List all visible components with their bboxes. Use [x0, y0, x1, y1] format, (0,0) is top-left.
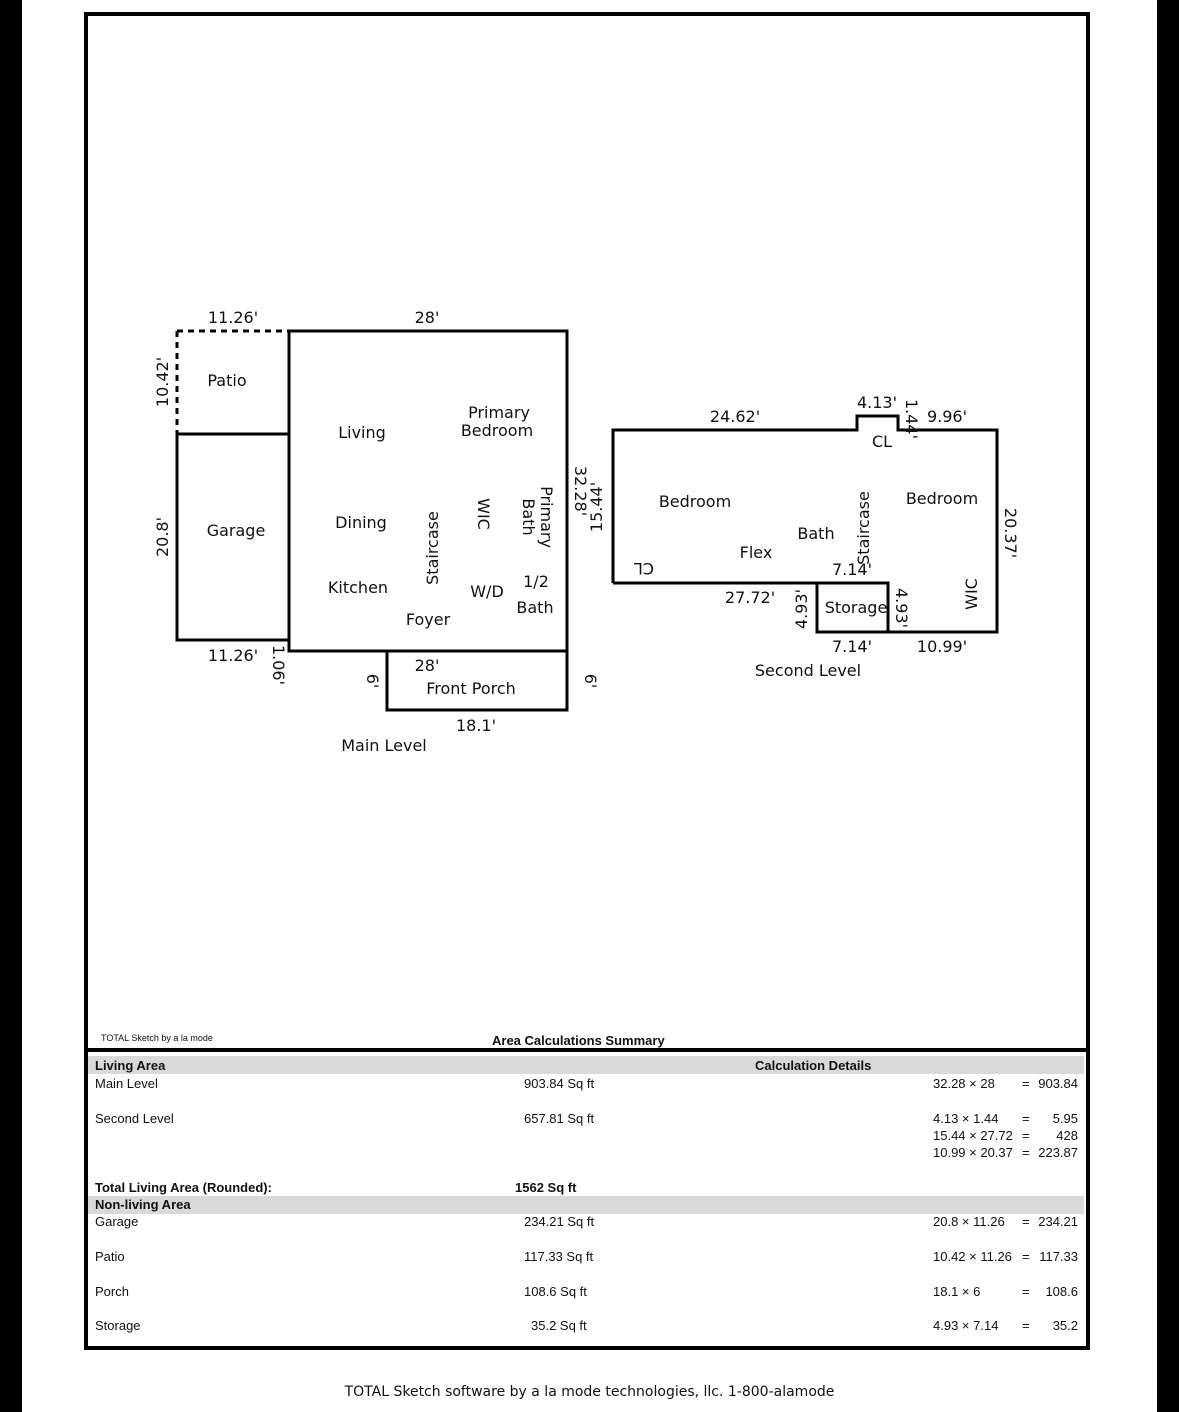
calc-expr: 4.13 × 1.44	[933, 1111, 999, 1126]
dim-2-bottom-left: 27.72'	[724, 588, 776, 607]
dim-2-storage-right: 4.93'	[892, 587, 911, 629]
dim-garage-width: 11.26'	[207, 646, 259, 665]
total-living-value: 1562 Sq ft	[515, 1180, 577, 1195]
room-label-flex: Flex	[739, 543, 773, 562]
room-label-half: 1/2	[523, 572, 549, 591]
room-label-wd: W/D	[470, 582, 504, 601]
main-level-title: Main Level	[341, 736, 427, 755]
dim-2-cl-depth: 1.44'	[902, 398, 921, 440]
row-garage-name: Garage	[95, 1214, 139, 1229]
software-label: TOTAL Sketch by a la mode	[101, 1033, 213, 1043]
dim-2-right: 20.37'	[1001, 507, 1020, 559]
summary-title: Area Calculations Summary	[492, 1033, 665, 1048]
row-garage-area: 234.21 Sq ft	[524, 1214, 595, 1229]
room-label-cl-left: CL	[633, 559, 655, 578]
dim-patio-depth: 10.42'	[153, 356, 172, 408]
room-label-foyer: Foyer	[405, 610, 451, 629]
dim-2-top-left: 24.62'	[709, 407, 761, 426]
calc-expr: 4.93 × 7.14	[933, 1318, 999, 1333]
room-label-wic: WIC	[474, 498, 493, 530]
calc-eq: =	[1022, 1076, 1030, 1091]
row-second-level-area: 657.81 Sq ft	[524, 1111, 595, 1126]
room-label-bedroom: Bedroom	[460, 421, 534, 440]
calc-result: 117.33	[1039, 1249, 1078, 1264]
row-main-level-area: 903.84 Sq ft	[524, 1076, 595, 1091]
dim-2-bottom-right: 10.99'	[916, 637, 968, 656]
calc-result: 234.21	[1038, 1214, 1078, 1229]
calculation-details-header: Calculation Details	[755, 1058, 872, 1073]
footer-credit: TOTAL Sketch software by a la mode technologies, llc. 1-800-alamode	[344, 1384, 835, 1400]
nonliving-area-header: Non-living Area	[95, 1197, 191, 1212]
dim-2-storage-top: 7.14'	[831, 560, 873, 579]
calc-result: 223.87	[1038, 1145, 1078, 1160]
room-label-staircase: Staircase	[423, 511, 442, 585]
calc-result: 35.2	[1052, 1318, 1078, 1333]
room-label-primary-bath-2: Bath	[519, 498, 538, 536]
room-label-garage: Garage	[206, 521, 266, 540]
calc-eq: =	[1022, 1128, 1030, 1143]
dim-2-storage-bottom: 7.14'	[831, 637, 873, 656]
row-storage-area: 35.2 Sq ft	[531, 1318, 587, 1333]
living-area-header: Living Area	[95, 1058, 166, 1073]
calc-result: 5.95	[1052, 1111, 1078, 1126]
row-main-level-name: Main Level	[95, 1076, 158, 1091]
dim-porch-left: 6'	[363, 673, 382, 689]
dim-main-depth: 32.28'	[571, 465, 590, 517]
living-area-band	[88, 1056, 1084, 1074]
calc-eq: =	[1022, 1284, 1030, 1299]
row-storage-name: Storage	[95, 1318, 141, 1333]
room-label-bedroom-3: Bedroom	[905, 489, 979, 508]
dim-porch-width: 18.1'	[455, 716, 497, 735]
calc-eq: =	[1022, 1111, 1030, 1126]
summary-divider	[84, 1048, 1090, 1052]
room-label-living: Living	[338, 423, 386, 442]
room-label-storage: Storage	[824, 598, 888, 617]
nonliving-area-band	[88, 1196, 1084, 1214]
dim-2-top-right: 9.96'	[926, 407, 968, 426]
row-second-level-name: Second Level	[95, 1111, 174, 1126]
room-label-front-porch: Front Porch	[426, 679, 516, 698]
calc-expr: 10.42 × 11.26	[933, 1249, 1012, 1264]
row-patio-name: Patio	[95, 1249, 125, 1264]
calc-eq: =	[1022, 1249, 1030, 1264]
room-label-primary: Primary	[468, 403, 530, 422]
room-label-primary-bath-1: Primary	[537, 486, 556, 548]
row-porch-area: 108.6 Sq ft	[524, 1284, 587, 1299]
dim-patio-width: 11.26'	[207, 308, 259, 327]
calc-expr: 18.1 × 6	[933, 1284, 981, 1299]
second-level-title: Second Level	[754, 661, 862, 680]
dim-main-bottom: 28'	[414, 656, 440, 675]
dim-garage-offset: 1.06'	[269, 644, 288, 686]
room-label-staircase-2: Staircase	[854, 491, 873, 565]
calc-eq: =	[1022, 1318, 1030, 1333]
total-living-label: Total Living Area (Rounded):	[95, 1180, 272, 1195]
room-label-dining: Dining	[335, 513, 387, 532]
room-label-cl-top: CL	[871, 432, 893, 451]
calc-expr: 20.8 × 11.26	[933, 1214, 1005, 1229]
dim-second-depth-15: 15.44'	[587, 481, 606, 533]
room-label-bath-2: Bath	[797, 524, 835, 543]
calc-result: 108.6	[1045, 1284, 1078, 1299]
row-porch-name: Porch	[95, 1284, 129, 1299]
calc-expr: 32.28 × 28	[933, 1076, 995, 1091]
row-patio-area: 117.33 Sq ft	[524, 1249, 594, 1264]
dim-main-top: 28'	[414, 308, 440, 327]
calc-result: 903.84	[1038, 1076, 1078, 1091]
dim-2-cl-width: 4.13'	[856, 393, 898, 412]
room-label-wic-2: WIC	[962, 578, 981, 610]
room-label-patio: Patio	[207, 371, 247, 390]
dim-porch-right: 6'	[581, 673, 600, 689]
dim-garage-depth: 20.8'	[153, 516, 172, 558]
calc-eq: =	[1022, 1145, 1030, 1160]
room-label-bedroom-2: Bedroom	[658, 492, 732, 511]
calc-result: 428	[1056, 1128, 1078, 1143]
room-label-kitchen: Kitchen	[327, 578, 389, 597]
calc-expr: 10.99 × 20.37	[933, 1145, 1013, 1160]
calc-eq: =	[1022, 1214, 1030, 1229]
dim-2-storage-left: 4.93'	[792, 588, 811, 630]
calc-expr: 15.44 × 27.72	[933, 1128, 1013, 1143]
room-label-half-bath: Bath	[516, 598, 554, 617]
